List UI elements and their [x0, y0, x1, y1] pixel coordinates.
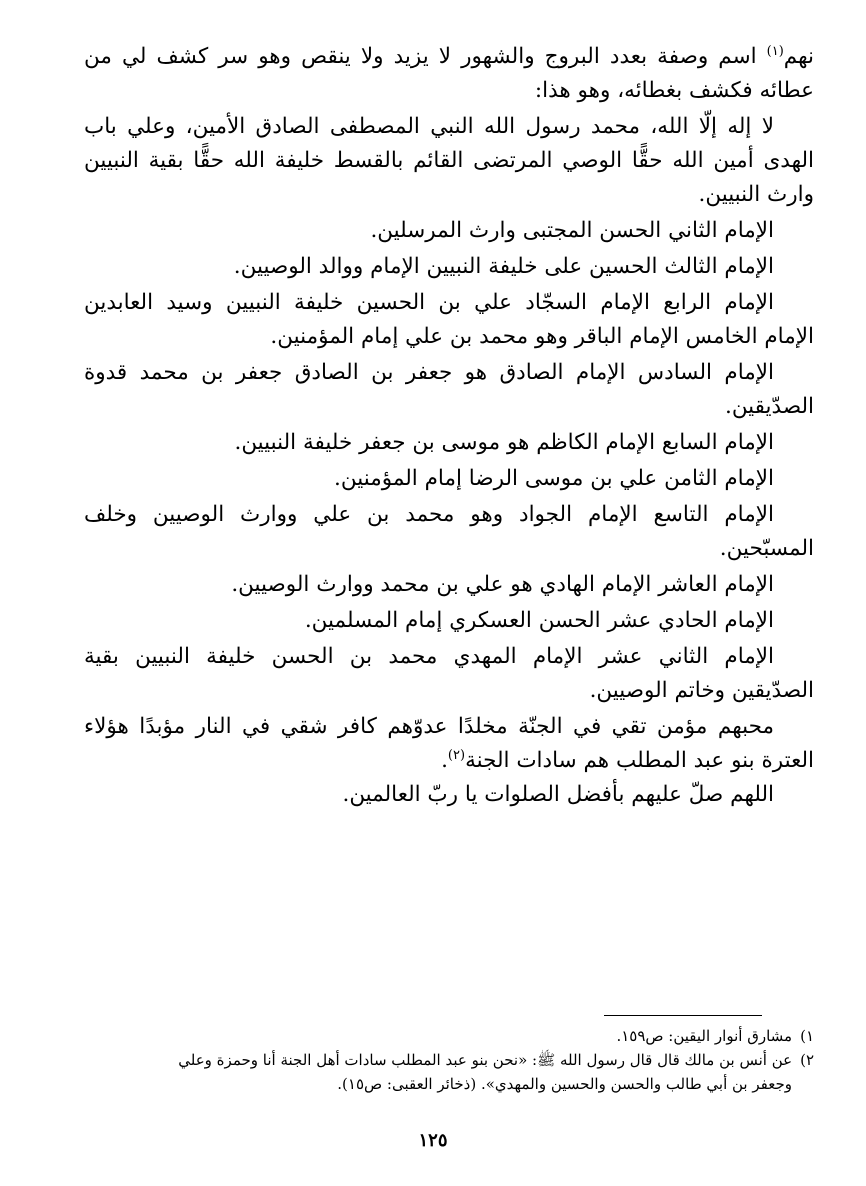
- text-line: الصدّيقين.: [724, 394, 814, 419]
- main-text-block: [84, 42, 814, 814]
- text-line: محبهم مؤمن تقي في الجنّة مخلدًا عدوّهم كافر شقي في النار مؤبدًا هؤلاء: [84, 714, 774, 739]
- text-line: الإمام الثاني عشر الإمام المهدي محمد بن الحسن خليفة النبيين بقية: [84, 644, 774, 669]
- text-line: الإمام الرابع الإمام السجّاد علي بن الحسين خليفة النبيين وسيد العابدين: [84, 290, 774, 315]
- text-line: الإمام السابع الإمام الكاظم هو موسى بن جعفر خليفة النبيين.: [234, 430, 774, 455]
- text-line: اللهم صلّ عليهم بأفضل الصلوات يا ربّ العالمين.: [342, 782, 774, 807]
- footnote-text: مشارق أنوار اليقين: ص١٥٩.: [616, 1027, 793, 1045]
- text-line: الإمام العاشر الإمام الهادي هو علي بن محمد ووارث الوصيين.: [231, 572, 774, 597]
- footnote-number: ١): [800, 1027, 814, 1045]
- text-line: نهم$^{(١)}$ اسم وصفة بعدد البروج والشهور لا يزيد ولا ينقص وهو سر كشف لي من: [84, 43, 814, 69]
- footnote-2-continued: وجعفر بن أبي طالب والحسن والحسين والمهدي». (ذخائر العقبى: ص١٥).: [337, 1075, 792, 1093]
- footnote-separator: [604, 1015, 762, 1016]
- text-line: الإمام السادس الإمام الصادق هو جعفر بن الصادق جعفر بن محمد قدوة: [84, 360, 774, 385]
- footnotes: [54, 1024, 814, 1096]
- footnote-number: ٢): [800, 1051, 814, 1069]
- footnote-2: [54, 1048, 814, 1072]
- footnote-1: [54, 1024, 814, 1048]
- text-line: عطائه فكشف بغطائه، وهو هذا:: [534, 78, 814, 103]
- text-line: الإمام الخامس الإمام الباقر وهو محمد بن علي إمام المؤمنين.: [270, 324, 814, 349]
- footnote-text: عن أنس بن مالك قال قال رسول الله ﷺ: «نحن بنو عبد المطلب سادات أهل الجنة أنا وحمزة وعلي: [178, 1051, 793, 1069]
- text-line: الإمام الثاني الحسن المجتبى وارث المرسلين.: [370, 218, 774, 243]
- text-line: الإمام الثالث الحسين على خليفة النبيين الإمام ووالد الوصيين.: [233, 254, 774, 279]
- text-line: الإمام الحادي عشر الحسن العسكري إمام المسلمين.: [304, 608, 774, 633]
- text-line: الإمام الثامن علي بن موسى الرضا إمام المؤمنين.: [334, 466, 774, 491]
- text-line: الإمام التاسع الإمام الجواد وهو محمد بن علي ووارث الوصيين وخلف: [84, 502, 774, 527]
- footnote-ref-1: (١): [766, 43, 784, 59]
- text-line: العترة بنو عبد المطلب هم سادات الجنة$^{(٢)}$.: [441, 747, 814, 773]
- text-line: لا إله إلّا الله، محمد رسول الله النبي المصطفى الصادق الأمين، وعلي باب: [84, 114, 774, 139]
- text-line: الهدى أمين الله حقًّا الوصي المرتضى القائم بالقسط خليفة الله حقًّا بقية النبيين: [84, 148, 814, 173]
- text-line: الصدّيقين وخاتم الوصيين.: [589, 678, 814, 703]
- footnote-ref-2: (٢): [447, 747, 466, 763]
- text-line: المسبّحين.: [719, 536, 814, 561]
- page-number: ١٢٥: [418, 1130, 448, 1151]
- text-line: وارث النبيين.: [698, 182, 814, 207]
